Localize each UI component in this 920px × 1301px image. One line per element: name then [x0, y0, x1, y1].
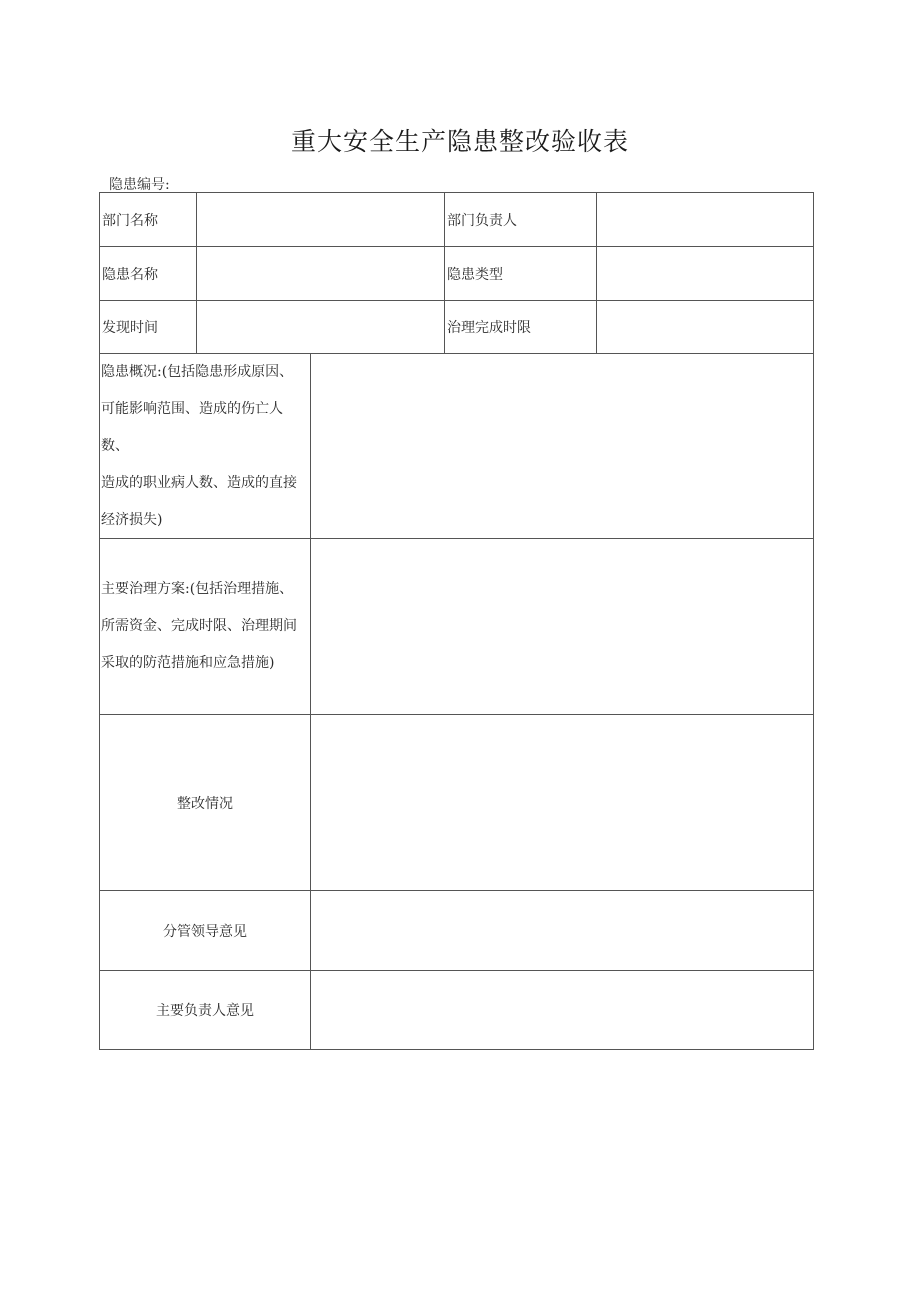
- found-time-label: 发现时间: [100, 300, 196, 353]
- rectification-label: 整改情况: [100, 714, 310, 890]
- treatment-plan-field[interactable]: [310, 538, 813, 714]
- hazard-overview-field[interactable]: [310, 353, 813, 538]
- hazard-type-field[interactable]: [596, 246, 813, 300]
- dept-name-field[interactable]: [196, 193, 444, 246]
- dept-head-field[interactable]: [596, 193, 813, 246]
- page-title: 重大安全生产隐患整改验收表: [290, 127, 629, 156]
- principal-opinion-label: 主要负责人意见: [100, 970, 310, 1049]
- hazard-name-field[interactable]: [196, 246, 444, 300]
- supervisor-opinion-field[interactable]: [310, 890, 813, 970]
- hazard-type-label: 隐患类型: [444, 246, 596, 300]
- hazard-name-label: 隐患名称: [100, 246, 196, 300]
- acceptance-form-table: [99, 192, 814, 1050]
- hazard-serial-label: 隐患编号:: [109, 177, 170, 193]
- dept-name-label: 部门名称: [102, 212, 158, 229]
- hazard-overview-label: [100, 353, 310, 538]
- rectification-field[interactable]: [310, 714, 813, 890]
- treatment-plan-label: [100, 538, 310, 714]
- dept-head-label: 部门负责人: [444, 193, 596, 246]
- deadline-label: 治理完成时限: [444, 300, 596, 353]
- deadline-field[interactable]: [596, 300, 813, 353]
- principal-opinion-field[interactable]: [310, 970, 813, 1049]
- supervisor-opinion-label: 分管领导意见: [100, 890, 310, 970]
- hazard-overview-label-text: 隐患概况:(包括隐患形成原因、 可能影响范围、造成的伤亡人数、 造成的职业病人数、造成的直接 经济损失): [101, 363, 297, 528]
- treatment-plan-label-text: 主要治理方案:(包括治理措施、 所需资金、完成时限、治理期间 采取的防范措施和应急措施): [101, 581, 297, 671]
- found-time-field[interactable]: [196, 300, 444, 353]
